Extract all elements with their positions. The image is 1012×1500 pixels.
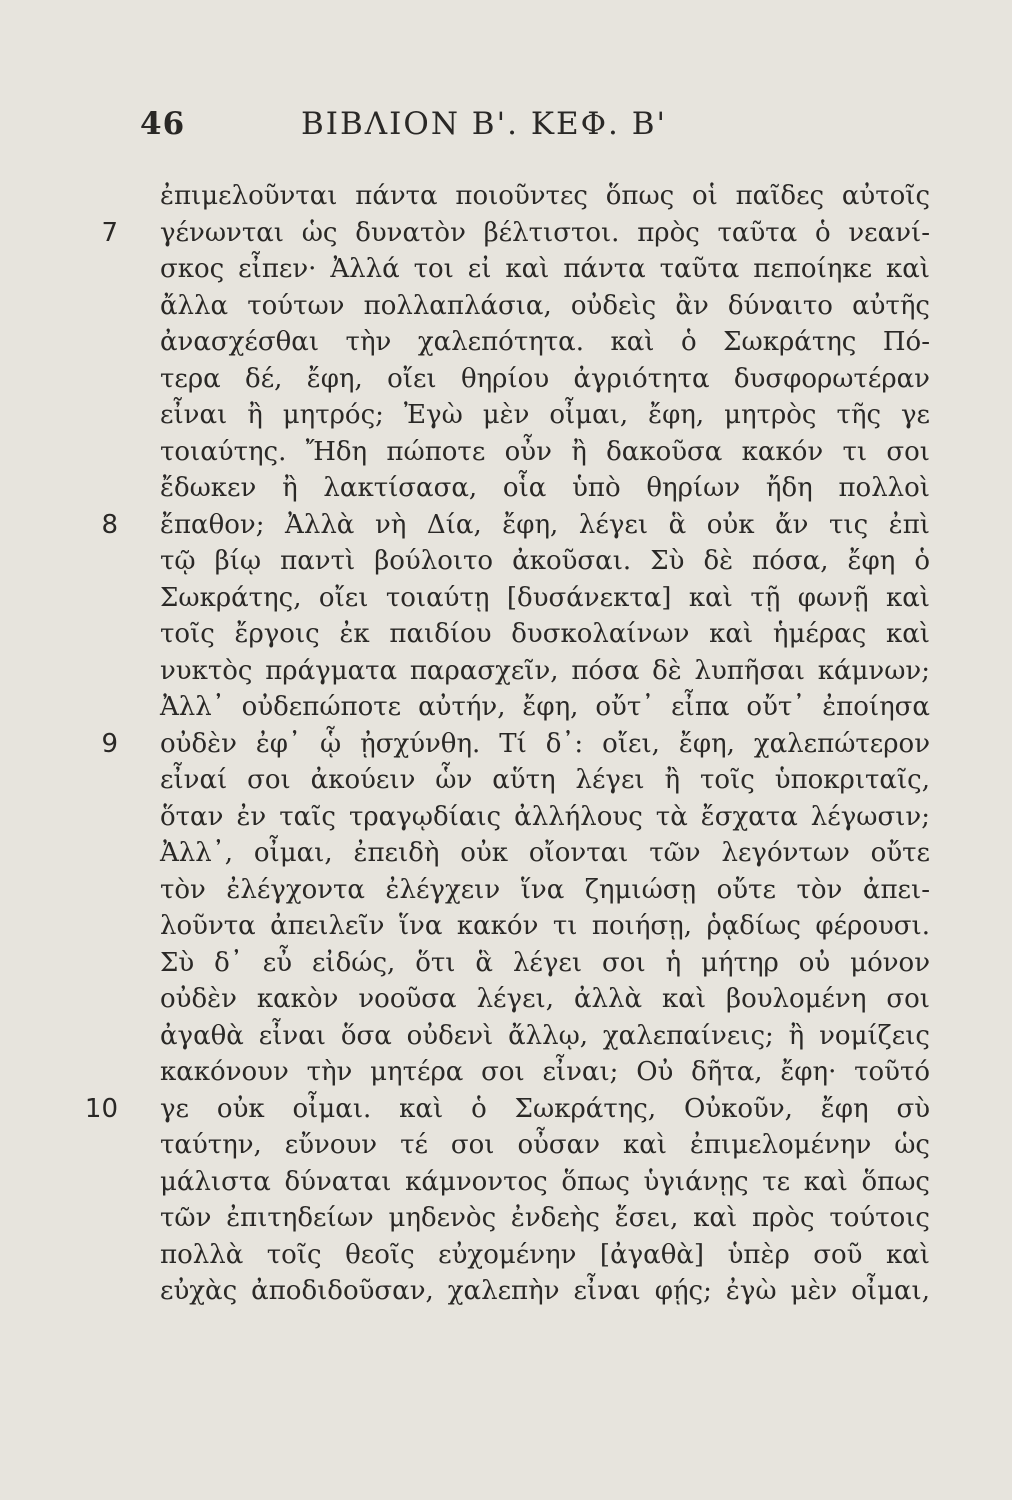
line-text: τοιαύτης. Ἤδη πώποτε οὖν ἢ δακοῦσα κακόν τι σοι: [160, 436, 930, 467]
text-line: [160, 1237, 950, 1274]
text-line: [101, 726, 950, 763]
text-line: [160, 288, 950, 325]
text-line: [160, 653, 950, 690]
text-line: [160, 178, 950, 215]
line-text: οὐδὲν κακὸν νοοῦσα λέγει, ἀλλὰ καὶ βουλομένη σοι: [160, 984, 930, 1014]
line-text: τοῖς ἔργοις ἐκ παιδίου δυσκολαίνων καὶ ἡμέρας καὶ: [160, 619, 930, 649]
line-text: λοῦντα ἀπειλεῖν ἵνα κακόν τι ποιήσῃ, ῥᾳδίως φέρουσι.: [160, 911, 930, 941]
line-text: τῷ βίῳ παντὶ βούλοιτο ἀκοῦσαι. Σὺ δὲ πόσα, ἔφη ὁ: [160, 546, 930, 576]
line-text: ἀνασχέσθαι τὴν χαλεπότητα. καὶ ὁ Σωκράτης Πό-: [160, 327, 930, 357]
page-number: 46: [140, 106, 186, 142]
line-text: Ἀλλ᾽, οἶμαι, ἐπειδὴ οὐκ οἴονται τῶν λεγόντων οὔτε: [160, 838, 930, 868]
line-text: εἶναι ἢ μητρός; Ἐγὼ μὲν οἶμαι, ἔφη, μητρὸς τῆς γε: [160, 400, 930, 430]
text-line: [160, 1273, 950, 1310]
text-line: [160, 799, 950, 836]
text-line: [160, 981, 950, 1018]
line-text: εἶναί σοι ἀκούειν ὧν αὕτη λέγει ἢ τοῖς ὑποκριταῖς,: [160, 765, 930, 795]
line-text: Ἀλλ᾽ οὐδεπώποτε αὐτήν, ἔφη, οὔτ᾽ εἶπα οὔτ᾽ ἐποίησα: [160, 692, 930, 722]
running-head: ΒΙΒΛΙΟΝ Β'. ΚΕΦ. Β': [300, 106, 668, 142]
text-line: [160, 1054, 950, 1091]
text-line: [160, 762, 950, 799]
text-line: [160, 1200, 950, 1237]
line-text: γένωνται ὡς δυνατὸν βέλτιστοι. πρὸς ταῦτα ὁ νεανί-: [160, 217, 930, 248]
text-line: [160, 251, 950, 288]
text-line: [160, 872, 950, 909]
text-line: [101, 215, 950, 252]
line-text: ἔπαθον; Ἀλλὰ νὴ Δία, ἔφη, λέγει ἃ οὐκ ἄν τις ἐπὶ: [160, 509, 930, 540]
text-line: [160, 361, 950, 398]
line-text: ἀγαθὰ εἶναι ὅσα οὐδενὶ ἄλλῳ, χαλεπαίνεις; ἢ νομίζεις: [160, 1020, 930, 1051]
text-line: [160, 908, 950, 945]
line-text: εὐχὰς ἀποδιδοῦσαν, χαλεπὴν εἶναι φῄς; ἐγὼ μὲν οἶμαι,: [160, 1276, 930, 1306]
line-text: πολλὰ τοῖς θεοῖς εὐχομένην [ἀγαθὰ] ὑπὲρ σοῦ καὶ: [160, 1239, 930, 1270]
section-number: 10: [84, 1093, 118, 1124]
line-text: τῶν ἐπιτηδείων μηδενὸς ἐνδεὴς ἔσει, καὶ πρὸς τούτοις: [160, 1203, 930, 1233]
section-number: 9: [101, 728, 118, 759]
text-line: [160, 1127, 950, 1164]
line-text: τερα δέ, ἔφη, οἴει θηρίου ἀγριότητα δυσφορωτέραν: [160, 363, 930, 394]
text-line: [160, 434, 950, 471]
text-line: [160, 945, 950, 982]
text-line: [101, 507, 950, 544]
line-text: ὅταν ἐν ταῖς τραγῳδίαις ἀλλήλους τὰ ἔσχατα λέγωσιν;: [160, 801, 930, 832]
text-line: [160, 397, 950, 434]
line-text: Σὺ δ᾽ εὖ εἰδώς, ὅτι ἃ λέγει σοι ἡ μήτηρ οὐ μόνον: [160, 947, 930, 978]
line-text: οὐδὲν ἐφ᾽ ᾧ ᾐσχύνθη. Τί δ᾽: οἴει, ἔφη, χαλεπώτερον: [160, 728, 930, 759]
line-text: τὸν ἐλέγχοντα ἐλέγχειν ἵνα ζημιώσῃ οὔτε τὸν ἀπει-: [160, 874, 930, 905]
text-line: [160, 1018, 950, 1055]
line-text: ἔδωκεν ἢ λακτίσασα, οἷα ὑπὸ θηρίων ἤδη πολλοὶ: [160, 473, 930, 503]
text-line: [160, 470, 950, 507]
text-line: [160, 324, 950, 361]
text-line: [160, 835, 950, 872]
text-line: [84, 1091, 950, 1128]
line-text: ταύτην, εὔνουν τέ σοι οὖσαν καὶ ἐπιμελομένην ὡς: [160, 1130, 930, 1160]
page-header: [140, 106, 940, 156]
line-text: γε οὐκ οἶμαι. καὶ ὁ Σωκράτης, Οὐκοῦν, ἔφη σὺ: [160, 1093, 930, 1124]
line-text: ἐπιμελοῦνται πάντα ποιοῦντες ὅπως οἱ παῖδες αὐτοῖς: [160, 181, 930, 211]
section-number: 7: [101, 217, 118, 248]
section-number: 8: [101, 509, 118, 540]
text-line: [160, 616, 950, 653]
text-line: [160, 689, 950, 726]
line-text: ἄλλα τούτων πολλαπλάσια, οὐδεὶς ἂν δύναιτο αὐτῆς: [160, 290, 930, 321]
line-text: νυκτὸς πράγματα παρασχεῖν, πόσα δὲ λυπῆσαι κάμνων;: [160, 655, 930, 686]
line-text: μάλιστα δύναται κάμνοντος ὅπως ὑγιάνῃς τε καὶ ὅπως: [160, 1166, 930, 1197]
line-text: κακόνουν τὴν μητέρα σοι εἶναι; Οὐ δῆτα, ἔφη· τοῦτό: [160, 1057, 930, 1087]
line-text: σκος εἶπεν· Ἀλλά τοι εἰ καὶ πάντα ταῦτα πεποίηκε καὶ: [160, 254, 930, 284]
text-line: [160, 1164, 950, 1201]
line-text: Σωκράτης, οἴει τοιαύτῃ [δυσάνεκτα] καὶ τῇ φωνῇ καὶ: [160, 582, 930, 613]
body-text: [84, 178, 950, 1310]
text-line: [160, 580, 950, 617]
text-line: [160, 543, 950, 580]
